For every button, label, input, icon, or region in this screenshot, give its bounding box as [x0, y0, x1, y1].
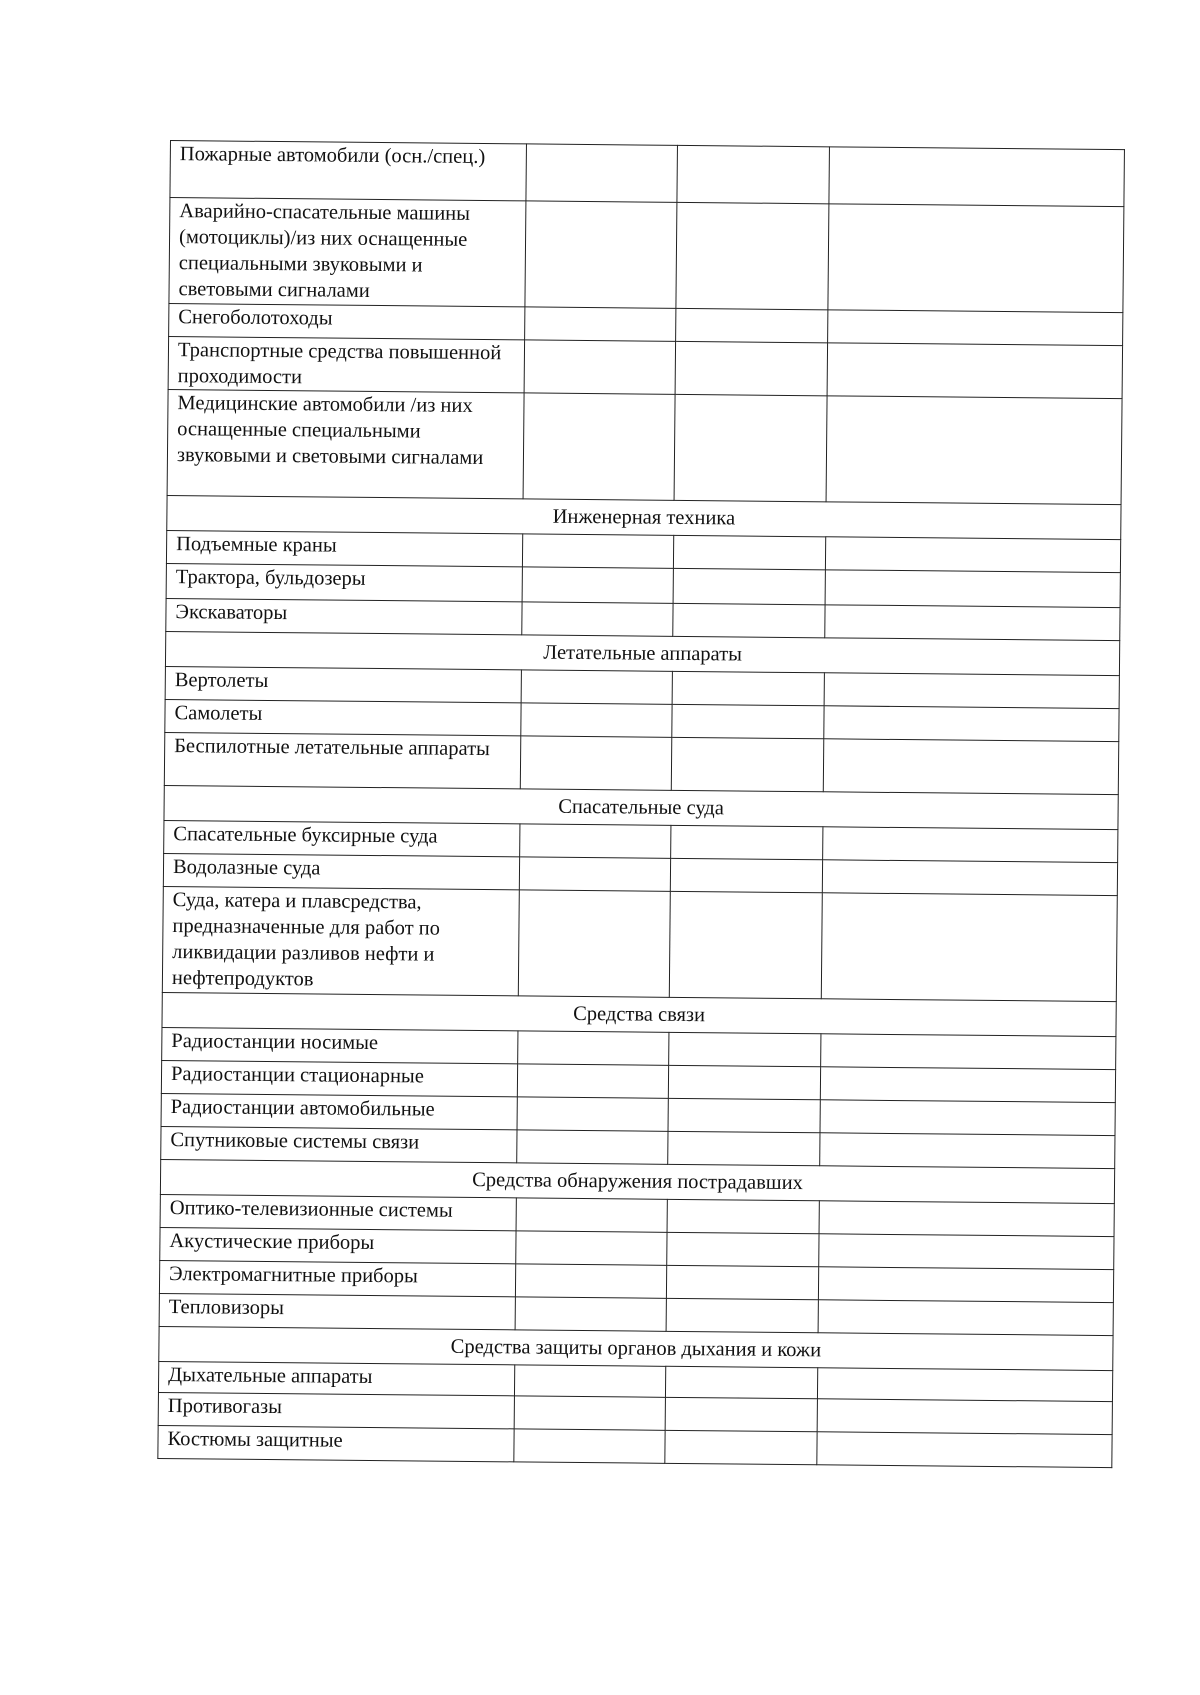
value-cell-c	[824, 673, 1119, 709]
value-cell-c	[817, 1432, 1112, 1468]
value-cell-a	[521, 670, 672, 704]
value-cell-c	[818, 1300, 1113, 1336]
value-cell-a	[516, 1198, 667, 1232]
value-cell-a	[525, 201, 677, 308]
value-cell-b	[668, 1131, 820, 1165]
value-cell-a	[517, 1064, 668, 1098]
section-heading: Летательные аппараты	[165, 631, 1119, 675]
equipment-name-cell: Костюмы защитные	[158, 1425, 514, 1461]
value-cell-c	[817, 1368, 1112, 1402]
value-cell-b	[666, 1265, 818, 1299]
value-cell-a	[520, 824, 671, 858]
value-cell-c	[829, 147, 1125, 207]
value-cell-c	[825, 570, 1120, 608]
equipment-name-cell: Оптико-телевизионные системы	[160, 1194, 516, 1230]
value-cell-b	[673, 535, 825, 569]
equipment-table	[157, 140, 1125, 1468]
value-cell-b	[667, 1232, 819, 1266]
equipment-name-cell: Суда, катера и плавсредства, предназначенные для работ по ликвидации разливов нефти и нефтепродуктов	[162, 886, 519, 995]
value-cell-b	[669, 1032, 821, 1066]
equipment-name-cell: Водолазные суда	[163, 853, 519, 889]
value-cell-b	[667, 1199, 819, 1233]
value-cell-a	[518, 890, 670, 997]
value-cell-a	[514, 1396, 665, 1430]
value-cell-a	[515, 1264, 666, 1298]
value-cell-c	[823, 827, 1118, 863]
equipment-name-cell: Подъемные краны	[166, 530, 522, 566]
section-heading: Средства обнаружения пострадавших	[160, 1159, 1114, 1203]
value-cell-c	[817, 1399, 1112, 1435]
table-row	[169, 198, 1124, 313]
value-cell-b	[668, 1098, 820, 1132]
value-cell-c	[819, 1201, 1114, 1237]
value-cell-b	[665, 1366, 817, 1398]
equipment-name-cell: Спасательные буксирные суда	[164, 820, 520, 856]
value-cell-b	[669, 891, 822, 998]
equipment-name-cell: Радиостанции стационарные	[161, 1060, 517, 1096]
value-cell-c	[823, 739, 1118, 795]
value-cell-a	[514, 1365, 665, 1397]
equipment-name-cell: Самолеты	[165, 699, 521, 735]
equipment-name-cell: Транспортные средства повышенной проходимости	[168, 336, 524, 392]
value-cell-b	[674, 394, 827, 501]
value-cell-a	[525, 307, 676, 341]
value-cell-a	[517, 1097, 668, 1131]
value-cell-b	[668, 1065, 820, 1099]
equipment-table-body	[158, 141, 1125, 1468]
section-heading: Средства связи	[162, 992, 1116, 1036]
section-heading: Инженерная техника	[167, 495, 1121, 539]
equipment-name-cell: Аварийно-спасательные машины (мотоциклы)/из них оснащенные специальными звуковыми и световыми сигналами	[169, 198, 526, 307]
value-cell-c	[825, 537, 1120, 573]
table-row	[167, 389, 1122, 504]
equipment-name-cell: Дыхательные аппараты	[158, 1361, 514, 1395]
value-cell-a	[521, 703, 672, 737]
value-cell-b	[672, 704, 824, 738]
value-cell-c	[819, 1234, 1114, 1270]
value-cell-a	[522, 534, 673, 568]
document-sheet	[157, 140, 1124, 1468]
value-cell-b	[673, 603, 825, 637]
value-cell-a	[522, 602, 673, 636]
value-cell-a	[522, 567, 673, 603]
value-cell-b	[671, 825, 823, 859]
value-cell-a	[519, 857, 670, 891]
table-row	[162, 886, 1117, 1001]
value-cell-c	[828, 204, 1124, 313]
table-row	[170, 141, 1125, 207]
table-row	[168, 336, 1122, 398]
value-cell-c	[820, 1100, 1115, 1136]
equipment-name-cell: Противогазы	[158, 1392, 514, 1428]
equipment-name-cell: Снегоболотоходы	[169, 303, 525, 339]
value-cell-b	[670, 858, 822, 892]
value-cell-b	[665, 1397, 817, 1431]
value-cell-c	[827, 343, 1122, 399]
value-cell-c	[820, 1133, 1115, 1169]
equipment-name-cell: Трактора, бульдозеры	[166, 563, 522, 601]
value-cell-c	[826, 396, 1122, 505]
value-cell-b	[673, 568, 825, 604]
equipment-name-cell: Радиостанции носимые	[162, 1027, 518, 1063]
value-cell-a	[523, 393, 675, 500]
value-cell-a	[518, 1031, 669, 1065]
value-cell-a	[515, 1297, 666, 1331]
value-cell-b	[672, 671, 824, 705]
value-cell-c	[822, 860, 1117, 896]
equipment-name-cell: Спутниковые системы связи	[161, 1126, 517, 1162]
equipment-name-cell: Радиостанции автомобильные	[161, 1093, 517, 1129]
value-cell-b	[677, 145, 830, 203]
equipment-name-cell: Акустические приборы	[160, 1227, 516, 1263]
value-cell-b	[665, 1430, 817, 1464]
equipment-name-cell: Экскаваторы	[166, 598, 522, 634]
value-cell-c	[824, 706, 1119, 742]
value-cell-b	[675, 341, 828, 395]
equipment-name-cell: Пожарные автомобили (осн./спец.)	[170, 141, 527, 201]
equipment-name-cell: Беспилотные летательные аппараты	[164, 732, 520, 788]
value-cell-b	[676, 308, 828, 342]
value-cell-a	[524, 340, 676, 394]
equipment-name-cell: Вертолеты	[165, 666, 521, 702]
value-cell-a	[526, 144, 678, 202]
section-heading: Средства защиты органов дыхания и кожи	[159, 1326, 1113, 1370]
value-cell-a	[517, 1130, 668, 1164]
value-cell-c	[821, 1034, 1116, 1070]
value-cell-c	[828, 310, 1123, 346]
value-cell-a	[514, 1429, 665, 1463]
value-cell-b	[671, 737, 824, 791]
section-heading: Спасательные суда	[164, 785, 1118, 829]
equipment-name-cell: Медицинские автомобили /из них оснащенные специальными звуковыми и световыми сигналами	[167, 389, 524, 498]
equipment-name-cell: Электромагнитные приборы	[159, 1260, 515, 1296]
equipment-name-cell: Тепловизоры	[159, 1293, 515, 1329]
value-cell-c	[825, 605, 1120, 641]
value-cell-b	[666, 1298, 818, 1332]
value-cell-b	[676, 202, 829, 309]
table-row	[164, 732, 1118, 794]
value-cell-a	[516, 1231, 667, 1265]
value-cell-c	[818, 1267, 1113, 1303]
value-cell-a	[520, 736, 672, 790]
value-cell-c	[820, 1067, 1115, 1103]
value-cell-c	[821, 893, 1117, 1002]
